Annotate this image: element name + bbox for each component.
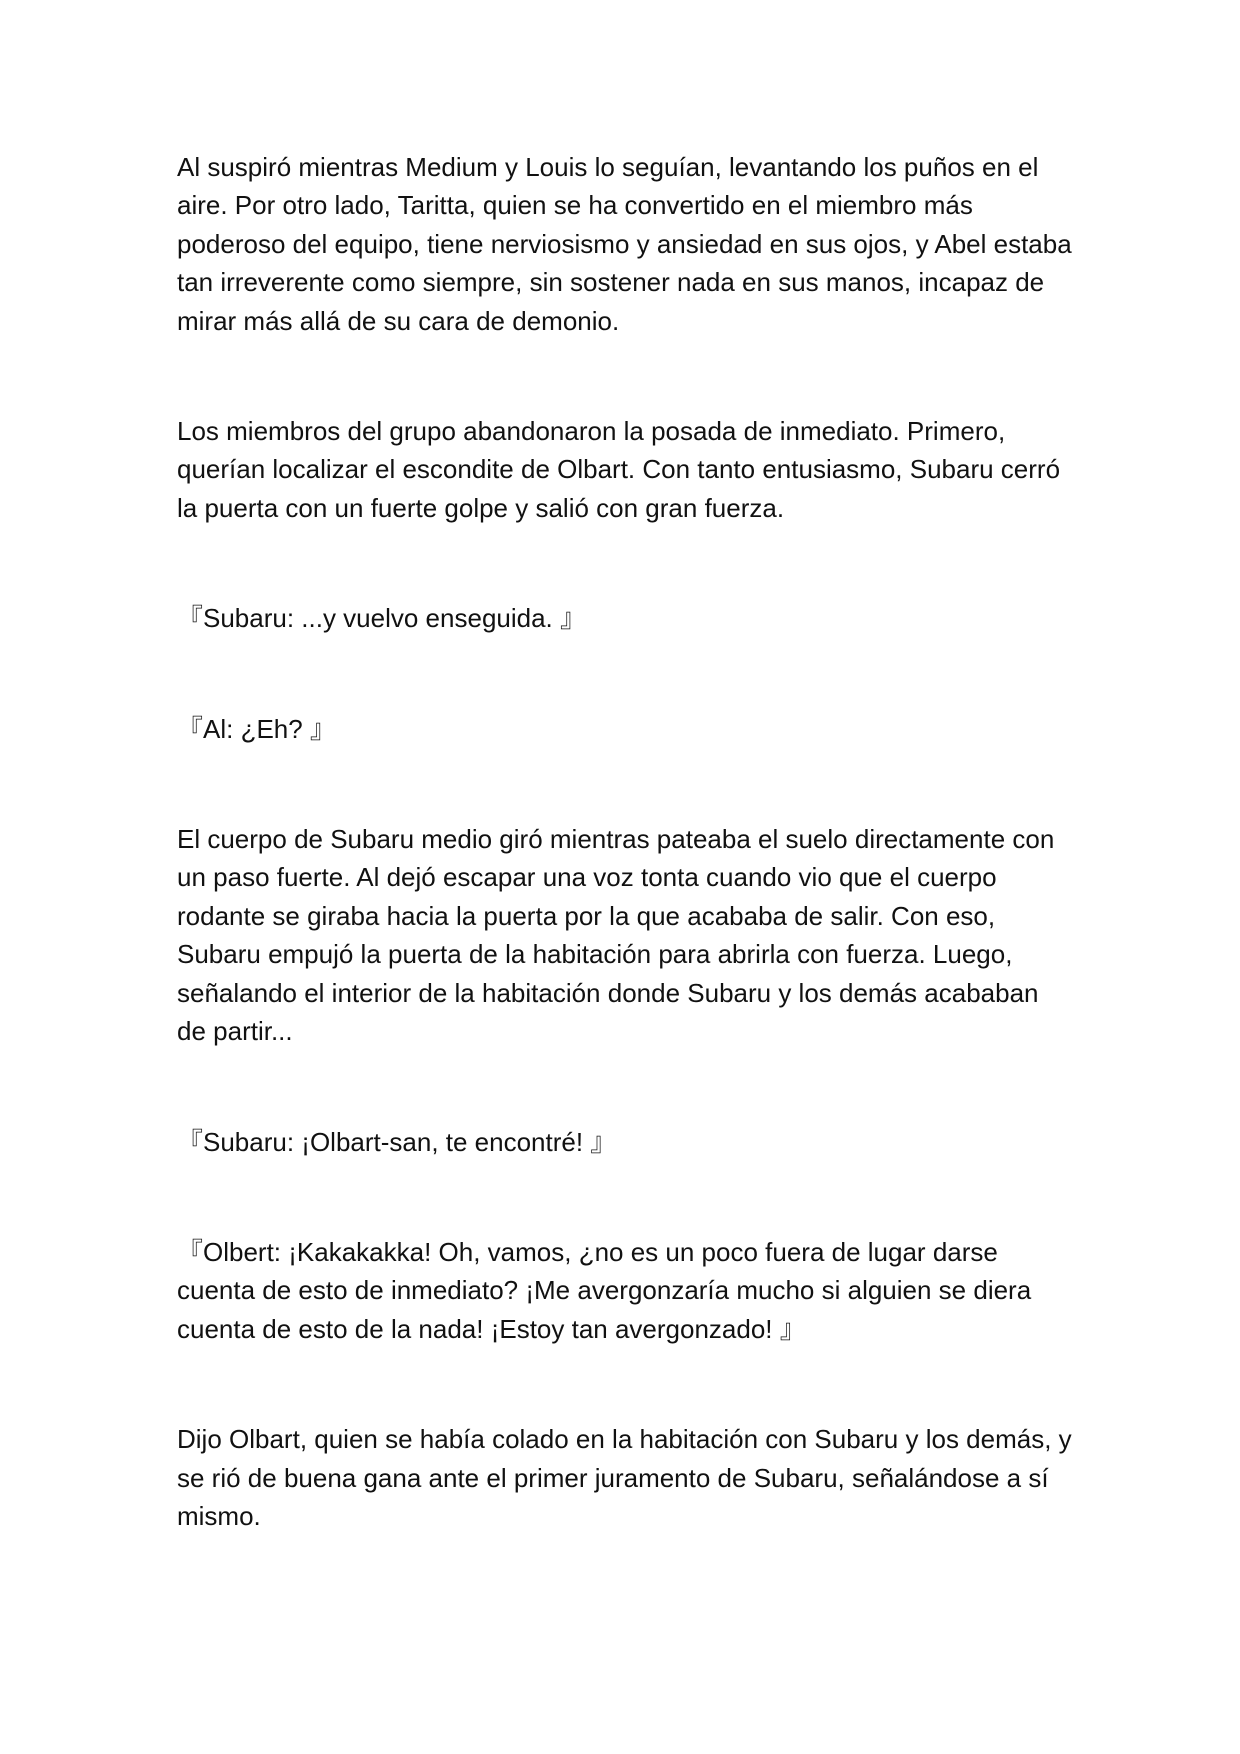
document-body <box>177 148 1072 1535</box>
paragraph-2: Los miembros del grupo abandonaron la posada de inmediato. Primero, querían localizar el escondite de Olbart. Con tanto entusiasmo, Subaru cerró la puerta con un fuerte golpe y salió con gran fuerza. <box>177 416 1061 523</box>
paragraph-4: Dijo Olbart, quien se había colado en la habitación con Subaru y los demás, y se rió de buena gana ante el primer juramento de Subaru, señalándose a sí mismo. <box>177 1424 1072 1531</box>
dialogue-subaru-2: 『Subaru: ¡Olbart-san, te encontré! 』 <box>177 1126 617 1157</box>
paragraph-1: Al suspiró mientras Medium y Louis lo seguían, levantando los puños en el aire. Por otro lado, Taritta, quien se ha convertido en el miembro más poderoso del equipo, tiene nerviosismo y ansiedad en sus ojos, y Abel estaba tan irreverente como siempre, sin sostener nada en sus manos, incapaz de mirar más allá de su cara de demonio. <box>177 152 1072 336</box>
dialogue-olbert: 『Olbert: ¡Kakakakka! Oh, vamos, ¿no es un poco fuera de lugar darse cuenta de esto de inmediato? ¡Me avergonzaría mucho si alguien se diera cuenta de esto de la nada! ¡Estoy tan avergonzado! 』 <box>177 1236 1032 1344</box>
dialogue-al: 『Al: ¿Eh? 』 <box>177 713 336 744</box>
paragraph-3: El cuerpo de Subaru medio giró mientras pateaba el suelo directamente con un paso fuerte. Al dejó escapar una voz tonta cuando vio que el cuerpo rodante se giraba hacia la puerta por la que acababa de salir. Con eso, Subaru empujó la puerta de la habitación para abrirla con fuerza. Luego, señalando el interior de la habitación donde Subaru y los demás acababan de partir... <box>177 824 1055 1047</box>
dialogue-subaru-1: 『Subaru: ...y vuelvo enseguida. 』 <box>177 603 587 634</box>
